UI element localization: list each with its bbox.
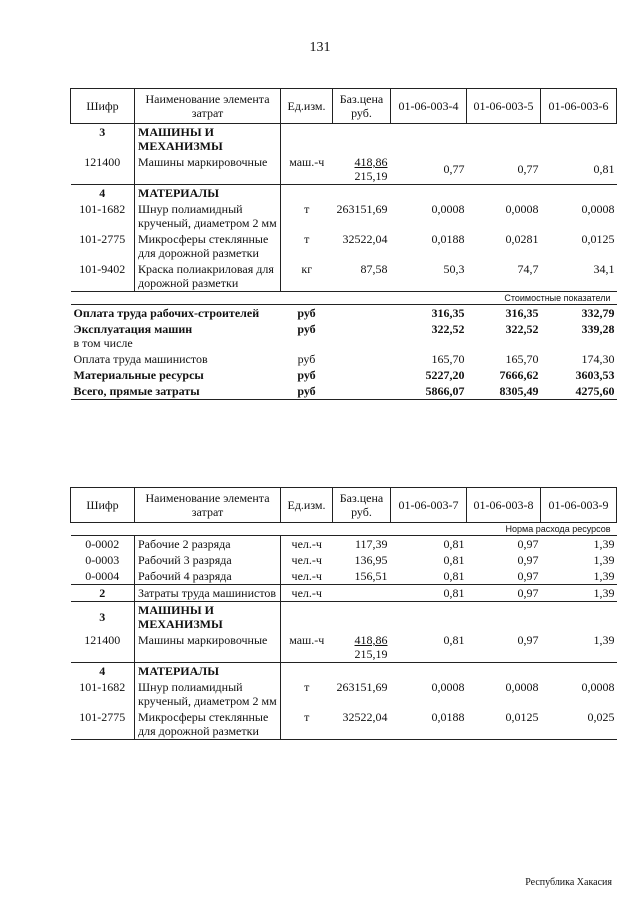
- price-base: 418,86: [354, 155, 388, 169]
- row-value-1: 0,77: [443, 162, 465, 176]
- summary-row: [71, 351, 617, 367]
- summary-value-3: 332,79: [581, 306, 615, 320]
- row-value-3: 0,025: [541, 709, 617, 740]
- row-value-1: 0,81: [443, 569, 465, 583]
- resource-table-2: [70, 487, 617, 740]
- header-code: Шифр: [71, 488, 135, 523]
- caption-row: [71, 292, 617, 305]
- row-unit: маш.-ч: [281, 632, 333, 663]
- summary-value-1: 316,35: [431, 306, 465, 320]
- row-value-2: 0,97: [517, 537, 539, 551]
- row-code: 101-2775: [79, 232, 126, 246]
- row-unit: т: [281, 201, 333, 231]
- section-title: МАШИНЫ И МЕХАНИЗМЫ: [135, 124, 281, 155]
- row-value-1: 0,81: [391, 585, 467, 602]
- summary-value-3: 4275,60: [541, 383, 617, 400]
- table-row: [71, 552, 617, 568]
- row-value-3: 1,39: [593, 633, 615, 647]
- cost-indicators-caption: Стоимостные показатели: [71, 292, 617, 305]
- table-row: [71, 585, 617, 602]
- resource-norm-caption: Норма расхода ресурсов: [71, 523, 617, 536]
- header-unit: Ед.изм.: [281, 488, 333, 523]
- row-unit: т: [281, 231, 333, 261]
- resource-table-1: [70, 88, 617, 400]
- row-name: Микросферы стеклянные для дорожной разметки: [135, 709, 281, 740]
- row-code: 101-1682: [79, 680, 126, 694]
- price-base: 418,86: [354, 633, 388, 647]
- row-value-2: 0,97: [517, 569, 539, 583]
- page-number: 131: [309, 40, 331, 55]
- summary-label-main: Эксплуатация машин: [73, 322, 193, 336]
- summary-value-2: 7666,62: [499, 368, 539, 382]
- summary-unit: руб: [281, 383, 333, 400]
- table-header-row: [71, 89, 617, 124]
- row-value-3: 0,0008: [581, 202, 615, 216]
- table-row: [71, 201, 617, 231]
- header-col-1: 01-06-003-7: [391, 488, 467, 523]
- row-unit: т: [281, 679, 333, 709]
- summary-value-1: 5866,07: [391, 383, 467, 400]
- row-price: 263151,69: [336, 202, 388, 216]
- section-header-row: [71, 185, 617, 202]
- row-unit: маш.-ч: [281, 154, 333, 185]
- row-price: 87,58: [360, 262, 388, 276]
- row-value-1: 0,81: [443, 553, 465, 567]
- summary-value-2: 165,70: [505, 352, 539, 366]
- summary-unit: руб: [297, 322, 316, 336]
- row-code: 101-2775: [71, 709, 135, 740]
- summary-unit: руб: [297, 368, 316, 382]
- caption-row: [71, 523, 617, 536]
- table-row: [71, 154, 617, 185]
- row-price: 32522,04: [333, 709, 391, 740]
- summary-unit: руб: [297, 306, 316, 320]
- summary-label: Материальные ресурсы: [73, 368, 204, 382]
- row-value-3: 0,0125: [581, 232, 615, 246]
- section-title: МАТЕРИАЛЫ: [135, 663, 281, 680]
- row-value-3: 1,39: [541, 585, 617, 602]
- row-value-3: 1,39: [593, 569, 615, 583]
- row-value-3: 0,0008: [581, 680, 615, 694]
- section-header-row: [71, 663, 617, 680]
- row-name: Затраты труда машинистов: [135, 585, 281, 602]
- summary-row: [71, 305, 617, 322]
- row-price: [333, 154, 391, 185]
- price-salary: 215,19: [354, 647, 388, 661]
- row-unit: чел.-ч: [281, 585, 333, 602]
- row-value-1: 50,3: [443, 262, 465, 276]
- header-price: Баз.цена руб.: [333, 488, 391, 523]
- header-price: Баз.цена руб.: [333, 89, 391, 124]
- row-value-1: 0,0188: [431, 232, 465, 246]
- row-unit: кг: [281, 261, 333, 292]
- summary-label: Оплата труда машинистов: [73, 352, 208, 366]
- summary-label: [71, 321, 281, 351]
- section-code: 4: [71, 663, 135, 680]
- row-code: 101-1682: [79, 202, 126, 216]
- row-price: 136,95: [354, 553, 388, 567]
- table-row: [71, 709, 617, 740]
- row-name: Краска полиакриловая для дорожной разметки: [135, 261, 281, 292]
- header-col-1: 01-06-003-4: [391, 89, 467, 124]
- row-value-2: 0,97: [517, 633, 539, 647]
- row-price: 117,39: [354, 537, 388, 551]
- summary-value-2: 322,52: [505, 322, 539, 336]
- row-value-1: 0,0188: [391, 709, 467, 740]
- header-col-2: 01-06-003-5: [467, 89, 541, 124]
- row-code: 121400: [84, 155, 121, 169]
- row-name: Машины маркировочные: [135, 154, 281, 185]
- summary-label: Всего, прямые затраты: [71, 383, 281, 400]
- row-unit: чел.-ч: [281, 536, 333, 553]
- row-value-2: 0,97: [517, 553, 539, 567]
- row-unit: чел.-ч: [281, 568, 333, 585]
- table-row: [71, 632, 617, 663]
- price-salary: 215,19: [354, 169, 388, 183]
- header-name: Наименование элемента затрат: [135, 488, 281, 523]
- summary-value-1: 165,70: [431, 352, 465, 366]
- summary-value-1: 5227,20: [425, 368, 465, 382]
- section-title: МАТЕРИАЛЫ: [135, 185, 281, 202]
- section-header-row: [71, 602, 617, 633]
- summary-unit: руб: [297, 352, 316, 366]
- row-value-3: 34,1: [593, 262, 615, 276]
- row-price: [333, 632, 391, 663]
- row-name: Машины маркировочные: [135, 632, 281, 663]
- row-name: Микросферы стеклянные для дорожной разметки: [135, 231, 281, 261]
- row-code: 0-0002: [85, 537, 120, 551]
- table-header-row: [71, 488, 617, 523]
- row-code: 121400: [84, 633, 121, 647]
- footer-region: Республика Хакасия: [525, 877, 612, 888]
- summary-row: [71, 383, 617, 400]
- row-code: 0-0004: [85, 569, 120, 583]
- row-value-2: 0,77: [517, 162, 539, 176]
- section-code: 3: [71, 602, 135, 633]
- summary-value-3: 3603,53: [575, 368, 615, 382]
- summary-sublabel: в том числе: [73, 336, 133, 350]
- summary-value-2: 316,35: [505, 306, 539, 320]
- row-value-3: 1,39: [593, 553, 615, 567]
- table-row: [71, 679, 617, 709]
- header-col-3: 01-06-003-6: [541, 89, 617, 124]
- row-value-2: 0,0008: [505, 680, 539, 694]
- header-code: Шифр: [71, 89, 135, 124]
- row-value-1: 0,81: [443, 633, 465, 647]
- row-name: Рабочий 4 разряда: [135, 568, 281, 585]
- row-value-2: 74,7: [517, 262, 539, 276]
- row-unit: чел.-ч: [281, 552, 333, 568]
- section-code: 4: [71, 185, 135, 202]
- table-row: [71, 536, 617, 553]
- row-unit: т: [281, 709, 333, 740]
- row-value-3: 1,39: [593, 537, 615, 551]
- summary-value-3: 174,30: [581, 352, 615, 366]
- row-price: 263151,69: [336, 680, 388, 694]
- section-code: 3: [71, 124, 135, 155]
- row-name: Шнур полиамидный крученый, диаметром 2 мм: [135, 201, 281, 231]
- header-name: Наименование элемента затрат: [135, 89, 281, 124]
- summary-row: [71, 321, 617, 351]
- table-row: [71, 231, 617, 261]
- row-value-2: 0,0125: [467, 709, 541, 740]
- row-name: Рабочие 2 разряда: [135, 536, 281, 553]
- row-price: 156,51: [354, 569, 388, 583]
- header-unit: Ед.изм.: [281, 89, 333, 124]
- row-value-2: 0,0008: [505, 202, 539, 216]
- row-code: 0-0003: [85, 553, 120, 567]
- summary-row: [71, 367, 617, 383]
- row-code: 2: [71, 585, 135, 602]
- row-value-3: 0,81: [593, 162, 615, 176]
- section-title: МАШИНЫ И МЕХАНИЗМЫ: [135, 602, 281, 633]
- summary-label: Оплата труда рабочих-строителей: [73, 306, 260, 320]
- table-row: [71, 261, 617, 292]
- section-header-row: [71, 124, 617, 155]
- row-value-1: 0,0008: [431, 202, 465, 216]
- row-name: Рабочий 3 разряда: [135, 552, 281, 568]
- row-value-2: 0,0281: [505, 232, 539, 246]
- header-col-2: 01-06-003-8: [467, 488, 541, 523]
- row-value-1: 0,81: [443, 537, 465, 551]
- header-col-3: 01-06-003-9: [541, 488, 617, 523]
- summary-value-2: 8305,49: [467, 383, 541, 400]
- row-price: 32522,04: [342, 232, 388, 246]
- table-row: [71, 568, 617, 585]
- summary-value-3: 339,28: [581, 322, 615, 336]
- row-code: 101-9402: [79, 262, 126, 276]
- row-name: Шнур полиамидный крученый, диаметром 2 мм: [135, 679, 281, 709]
- row-value-1: 0,0008: [431, 680, 465, 694]
- summary-value-1: 322,52: [431, 322, 465, 336]
- row-value-2: 0,97: [467, 585, 541, 602]
